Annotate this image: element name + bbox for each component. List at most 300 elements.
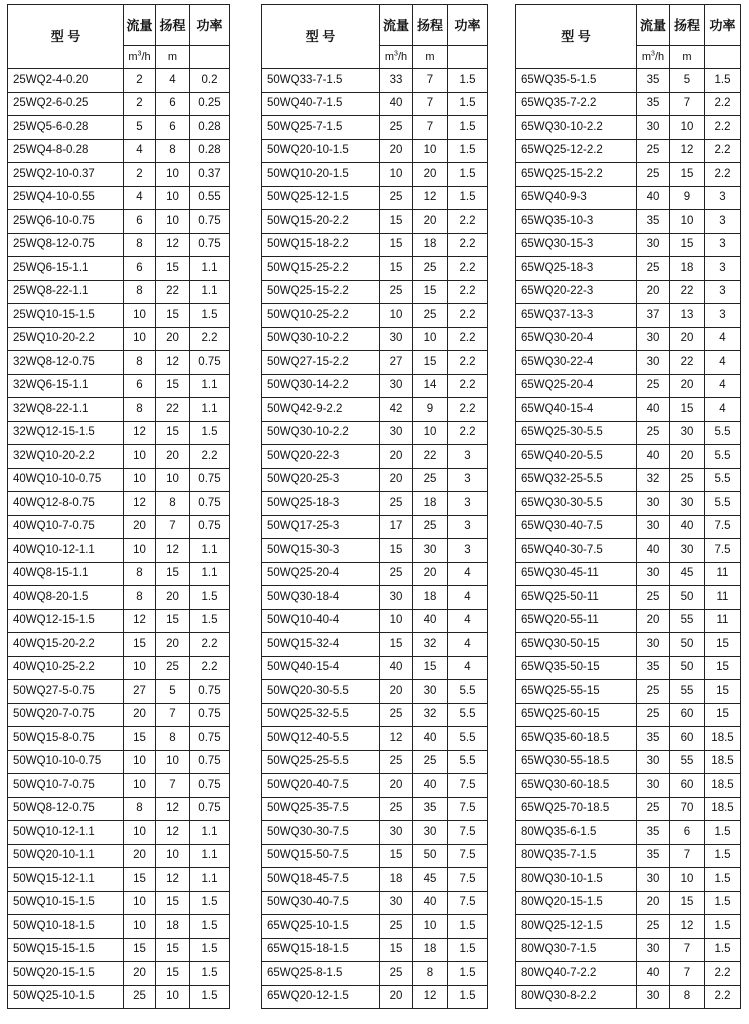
table-row <box>262 163 488 187</box>
power-cell: 2.2 <box>705 116 741 140</box>
table-header <box>262 5 488 69</box>
table-row <box>8 562 230 586</box>
model-cell: 65WQ30-10-2.2 <box>516 116 637 140</box>
flow-cell: 18 <box>380 868 413 892</box>
table-row <box>516 398 741 422</box>
head-cell: 15 <box>156 562 190 586</box>
flow-cell: 40 <box>637 445 670 469</box>
model-cell: 65WQ30-40-7.5 <box>516 515 637 539</box>
table-row <box>516 492 741 516</box>
table-row <box>8 797 230 821</box>
power-cell: 4 <box>705 327 741 351</box>
flow-cell: 6 <box>124 210 156 234</box>
power-cell: 11 <box>705 586 741 610</box>
flow-unit-tail: /h <box>141 50 151 63</box>
head-cell: 7 <box>670 938 705 962</box>
flow-cell: 30 <box>380 327 413 351</box>
head-cell: 15 <box>156 891 190 915</box>
head-cell: 25 <box>413 304 448 328</box>
table-row <box>262 562 488 586</box>
table-row <box>8 210 230 234</box>
flow-cell: 25 <box>637 374 670 398</box>
table-row <box>516 821 741 845</box>
head-cell: 9 <box>670 186 705 210</box>
power-cell: 1.5 <box>190 915 230 939</box>
head-cell: 60 <box>670 703 705 727</box>
head-cell: 10 <box>156 844 190 868</box>
table-row <box>516 69 741 93</box>
flow-cell: 4 <box>124 139 156 163</box>
model-cell: 50WQ25-12-1.5 <box>262 186 380 210</box>
head-cell: 15 <box>413 656 448 680</box>
model-cell: 50WQ25-35-7.5 <box>262 797 380 821</box>
model-cell: 50WQ15-12-1.1 <box>8 868 124 892</box>
table-row <box>262 844 488 868</box>
model-cell: 65WQ30-20-4 <box>516 327 637 351</box>
model-cell: 50WQ20-15-1.5 <box>8 962 124 986</box>
model-cell: 50WQ18-45-7.5 <box>262 868 380 892</box>
head-cell: 40 <box>413 609 448 633</box>
flow-cell: 10 <box>124 327 156 351</box>
model-cell: 50WQ20-30-5.5 <box>262 680 380 704</box>
model-cell: 32WQ8-22-1.1 <box>8 398 124 422</box>
head-cell: 20 <box>413 562 448 586</box>
table-row <box>516 750 741 774</box>
power-cell: 7.5 <box>448 774 488 798</box>
table-row <box>262 233 488 257</box>
model-cell: 65WQ20-22-3 <box>516 280 637 304</box>
model-cell: 50WQ20-10-1.5 <box>262 139 380 163</box>
table-row <box>8 139 230 163</box>
table-row <box>516 656 741 680</box>
flow-cell: 10 <box>380 163 413 187</box>
model-cell: 80WQ40-7-2.2 <box>516 962 637 986</box>
flow-cell: 10 <box>124 891 156 915</box>
table-row <box>262 962 488 986</box>
flow-header: 流量 <box>124 5 156 46</box>
head-cell: 7 <box>156 774 190 798</box>
flow-cell: 25 <box>637 797 670 821</box>
power-cell: 1.5 <box>705 69 741 93</box>
table-body <box>516 69 741 1009</box>
flow-cell: 5 <box>124 116 156 140</box>
power-cell: 3 <box>448 539 488 563</box>
spec-table-2 <box>261 4 488 1009</box>
power-cell: 1.5 <box>448 92 488 116</box>
flow-cell: 12 <box>124 609 156 633</box>
flow-cell: 8 <box>124 233 156 257</box>
table-row <box>8 163 230 187</box>
power-cell: 15 <box>705 656 741 680</box>
table-row <box>8 69 230 93</box>
model-cell: 65WQ30-45-11 <box>516 562 637 586</box>
power-cell: 2.2 <box>448 280 488 304</box>
flow-unit-sup: 3 <box>394 49 398 57</box>
table-row <box>262 915 488 939</box>
table-row <box>8 727 230 751</box>
flow-cell: 4 <box>124 186 156 210</box>
flow-cell: 33 <box>380 69 413 93</box>
power-cell: 2.2 <box>448 233 488 257</box>
model-cell: 32WQ8-12-0.75 <box>8 351 124 375</box>
model-cell: 80WQ20-15-1.5 <box>516 891 637 915</box>
table-row <box>516 539 741 563</box>
table-row <box>516 774 741 798</box>
model-cell: 25WQ8-22-1.1 <box>8 280 124 304</box>
flow-cell: 10 <box>124 774 156 798</box>
flow-unit <box>380 46 413 69</box>
power-cell: 1.5 <box>705 868 741 892</box>
flow-cell: 40 <box>380 656 413 680</box>
table-row <box>262 633 488 657</box>
flow-cell: 40 <box>637 962 670 986</box>
power-cell: 1.5 <box>448 962 488 986</box>
flow-cell: 10 <box>124 821 156 845</box>
model-cell: 65WQ30-15-3 <box>516 233 637 257</box>
flow-cell: 20 <box>380 680 413 704</box>
table-row <box>8 774 230 798</box>
model-cell: 25WQ8-12-0.75 <box>8 233 124 257</box>
table-row <box>516 844 741 868</box>
flow-cell: 25 <box>637 680 670 704</box>
power-cell: 4 <box>448 633 488 657</box>
table-row <box>516 468 741 492</box>
power-cell: 2.2 <box>705 139 741 163</box>
head-cell: 22 <box>413 445 448 469</box>
head-cell: 15 <box>413 280 448 304</box>
head-cell: 10 <box>156 186 190 210</box>
flow-cell: 10 <box>380 304 413 328</box>
table-row <box>8 186 230 210</box>
table-row <box>516 703 741 727</box>
power-cell: 0.28 <box>190 116 230 140</box>
flow-cell: 15 <box>124 727 156 751</box>
power-cell: 3 <box>705 186 741 210</box>
model-cell: 40WQ8-20-1.5 <box>8 586 124 610</box>
table-row <box>262 92 488 116</box>
power-cell: 15 <box>705 680 741 704</box>
flow-cell: 15 <box>380 233 413 257</box>
flow-cell: 30 <box>637 233 670 257</box>
head-cell: 7 <box>413 116 448 140</box>
head-cell: 13 <box>670 304 705 328</box>
table-row <box>516 351 741 375</box>
table-row <box>516 915 741 939</box>
model-cell: 65WQ25-55-15 <box>516 680 637 704</box>
model-cell: 65WQ25-20-4 <box>516 374 637 398</box>
flow-cell: 20 <box>380 445 413 469</box>
table-row <box>8 539 230 563</box>
flow-cell: 15 <box>380 844 413 868</box>
head-cell: 6 <box>670 821 705 845</box>
flow-cell: 10 <box>124 915 156 939</box>
power-cell: 2.2 <box>448 398 488 422</box>
flow-cell: 10 <box>124 445 156 469</box>
flow-cell: 15 <box>124 633 156 657</box>
model-cell: 65WQ25-50-11 <box>516 586 637 610</box>
model-cell: 80WQ30-8-2.2 <box>516 985 637 1009</box>
table-row <box>516 938 741 962</box>
model-cell: 25WQ2-6-0.25 <box>8 92 124 116</box>
flow-cell: 15 <box>380 539 413 563</box>
flow-cell: 8 <box>124 398 156 422</box>
power-cell: 1.5 <box>448 186 488 210</box>
head-cell: 20 <box>413 210 448 234</box>
head-cell: 18 <box>413 492 448 516</box>
table-row <box>8 680 230 704</box>
power-cell: 1.5 <box>190 962 230 986</box>
head-cell: 22 <box>670 351 705 375</box>
table-row <box>262 421 488 445</box>
flow-cell: 25 <box>380 703 413 727</box>
table-row <box>8 938 230 962</box>
power-cell: 7.5 <box>448 821 488 845</box>
power-cell: 7.5 <box>448 797 488 821</box>
flow-cell: 20 <box>380 139 413 163</box>
table-row <box>8 421 230 445</box>
head-cell: 60 <box>670 727 705 751</box>
flow-cell: 25 <box>380 562 413 586</box>
flow-cell: 25 <box>380 116 413 140</box>
power-cell: 2.2 <box>705 92 741 116</box>
flow-cell: 30 <box>637 562 670 586</box>
model-cell: 50WQ20-10-1.1 <box>8 844 124 868</box>
model-cell: 80WQ25-12-1.5 <box>516 915 637 939</box>
head-cell: 15 <box>670 398 705 422</box>
power-cell: 11 <box>705 609 741 633</box>
power-cell: 4 <box>705 374 741 398</box>
head-cell: 20 <box>670 327 705 351</box>
power-unit <box>705 46 741 69</box>
head-header: 扬程 <box>413 5 448 46</box>
power-cell: 0.75 <box>190 468 230 492</box>
model-cell: 40WQ10-10-0.75 <box>8 468 124 492</box>
table-row <box>8 821 230 845</box>
table-row <box>516 116 741 140</box>
table-row <box>8 92 230 116</box>
model-cell: 50WQ10-15-1.5 <box>8 891 124 915</box>
model-cell: 65WQ35-7-2.2 <box>516 92 637 116</box>
model-cell: 40WQ10-12-1.1 <box>8 539 124 563</box>
flow-cell: 35 <box>637 92 670 116</box>
flow-cell: 10 <box>124 304 156 328</box>
power-cell: 1.5 <box>190 304 230 328</box>
flow-cell: 20 <box>124 962 156 986</box>
model-cell: 40WQ10-25-2.2 <box>8 656 124 680</box>
flow-header: 流量 <box>380 5 413 46</box>
model-cell: 50WQ42-9-2.2 <box>262 398 380 422</box>
head-cell: 12 <box>413 186 448 210</box>
flow-cell: 25 <box>380 915 413 939</box>
flow-cell: 15 <box>380 633 413 657</box>
model-header: 型 号 <box>516 5 637 69</box>
model-cell: 50WQ30-30-7.5 <box>262 821 380 845</box>
table-row <box>262 938 488 962</box>
flow-cell: 20 <box>637 280 670 304</box>
table-row <box>516 891 741 915</box>
power-cell: 7.5 <box>705 515 741 539</box>
table-row <box>262 656 488 680</box>
flow-cell: 25 <box>380 280 413 304</box>
table-row <box>516 985 741 1009</box>
flow-cell: 20 <box>124 515 156 539</box>
power-cell: 2.2 <box>190 327 230 351</box>
power-cell: 0.75 <box>190 233 230 257</box>
head-cell: 45 <box>413 868 448 892</box>
flow-cell: 25 <box>380 797 413 821</box>
head-cell: 30 <box>670 421 705 445</box>
table-row <box>8 280 230 304</box>
flow-cell: 20 <box>380 985 413 1009</box>
head-cell: 30 <box>670 492 705 516</box>
head-header: 扬程 <box>156 5 190 46</box>
flow-cell: 30 <box>637 492 670 516</box>
table-row <box>262 609 488 633</box>
head-cell: 55 <box>670 680 705 704</box>
table-row <box>262 515 488 539</box>
model-cell: 50WQ25-15-2.2 <box>262 280 380 304</box>
table-row <box>262 492 488 516</box>
head-cell: 20 <box>156 327 190 351</box>
model-cell: 65WQ25-15-2.2 <box>516 163 637 187</box>
power-cell: 4 <box>705 351 741 375</box>
table-row <box>516 868 741 892</box>
head-cell: 8 <box>156 139 190 163</box>
table-row <box>516 257 741 281</box>
table-row <box>516 562 741 586</box>
flow-cell: 30 <box>637 750 670 774</box>
head-cell: 15 <box>156 609 190 633</box>
table-row <box>8 398 230 422</box>
power-cell: 1.5 <box>448 116 488 140</box>
model-cell: 50WQ25-10-1.5 <box>8 985 124 1009</box>
head-cell: 22 <box>156 398 190 422</box>
flow-cell: 2 <box>124 69 156 93</box>
head-cell: 6 <box>156 116 190 140</box>
flow-cell: 10 <box>124 750 156 774</box>
model-cell: 65WQ25-18-3 <box>516 257 637 281</box>
head-cell: 15 <box>156 304 190 328</box>
head-cell: 7 <box>670 92 705 116</box>
table-row <box>516 210 741 234</box>
power-cell: 3 <box>705 210 741 234</box>
power-cell: 0.75 <box>190 210 230 234</box>
head-cell: 12 <box>670 139 705 163</box>
table-row <box>8 609 230 633</box>
flow-cell: 40 <box>637 186 670 210</box>
table-row <box>8 985 230 1009</box>
power-cell: 0.75 <box>190 750 230 774</box>
power-cell: 1.5 <box>448 139 488 163</box>
table-row <box>8 962 230 986</box>
head-cell: 40 <box>413 727 448 751</box>
power-cell: 0.37 <box>190 163 230 187</box>
power-cell: 2.2 <box>705 962 741 986</box>
head-cell: 10 <box>156 750 190 774</box>
model-cell: 25WQ4-10-0.55 <box>8 186 124 210</box>
table-row <box>8 351 230 375</box>
power-cell: 0.55 <box>190 186 230 210</box>
flow-cell: 25 <box>637 586 670 610</box>
power-cell: 1.1 <box>190 844 230 868</box>
flow-cell: 15 <box>380 938 413 962</box>
flow-cell: 25 <box>637 703 670 727</box>
table-row <box>8 844 230 868</box>
table-body <box>8 69 230 1009</box>
model-cell: 50WQ15-15-1.5 <box>8 938 124 962</box>
table-row <box>262 868 488 892</box>
power-cell: 0.2 <box>190 69 230 93</box>
table-row <box>516 421 741 445</box>
head-cell: 25 <box>670 468 705 492</box>
model-cell: 50WQ10-7-0.75 <box>8 774 124 798</box>
table-row <box>8 586 230 610</box>
flow-cell: 30 <box>637 116 670 140</box>
table-row <box>516 727 741 751</box>
power-cell: 2.2 <box>448 327 488 351</box>
model-cell: 50WQ15-25-2.2 <box>262 257 380 281</box>
flow-cell: 30 <box>637 985 670 1009</box>
model-cell: 25WQ6-10-0.75 <box>8 210 124 234</box>
power-cell: 4 <box>448 562 488 586</box>
table-row <box>8 304 230 328</box>
head-cell: 30 <box>413 821 448 845</box>
power-cell: 0.75 <box>190 727 230 751</box>
head-cell: 12 <box>413 985 448 1009</box>
flow-cell: 8 <box>124 797 156 821</box>
flow-cell: 40 <box>380 92 413 116</box>
flow-cell: 30 <box>637 327 670 351</box>
head-cell: 18 <box>670 257 705 281</box>
table-row <box>262 186 488 210</box>
head-cell: 20 <box>156 586 190 610</box>
flow-cell: 15 <box>380 257 413 281</box>
table-row <box>8 327 230 351</box>
power-cell: 0.75 <box>190 703 230 727</box>
power-cell: 18.5 <box>705 797 741 821</box>
table-row <box>262 280 488 304</box>
power-cell: 1.1 <box>190 398 230 422</box>
flow-unit-tail: /h <box>397 50 408 63</box>
table-row <box>516 280 741 304</box>
power-cell: 1.1 <box>190 562 230 586</box>
flow-cell: 2 <box>124 163 156 187</box>
power-cell: 18.5 <box>705 774 741 798</box>
model-header: 型 号 <box>8 5 124 69</box>
power-cell: 4 <box>448 656 488 680</box>
model-cell: 80WQ35-6-1.5 <box>516 821 637 845</box>
flow-cell: 8 <box>124 280 156 304</box>
head-cell: 15 <box>156 962 190 986</box>
model-cell: 50WQ20-7-0.75 <box>8 703 124 727</box>
table-row <box>8 868 230 892</box>
power-cell: 1.5 <box>448 985 488 1009</box>
flow-cell: 27 <box>380 351 413 375</box>
model-cell: 25WQ2-10-0.37 <box>8 163 124 187</box>
power-header: 功率 <box>190 5 230 46</box>
model-cell: 65WQ37-13-3 <box>516 304 637 328</box>
head-cell: 10 <box>156 985 190 1009</box>
model-cell: 25WQ4-8-0.28 <box>8 139 124 163</box>
model-cell: 80WQ30-7-1.5 <box>516 938 637 962</box>
head-cell: 5 <box>156 680 190 704</box>
power-cell: 3 <box>448 492 488 516</box>
power-cell: 2.2 <box>705 163 741 187</box>
power-cell: 0.28 <box>190 139 230 163</box>
head-cell: 30 <box>413 539 448 563</box>
flow-cell: 10 <box>124 539 156 563</box>
flow-cell: 25 <box>380 962 413 986</box>
